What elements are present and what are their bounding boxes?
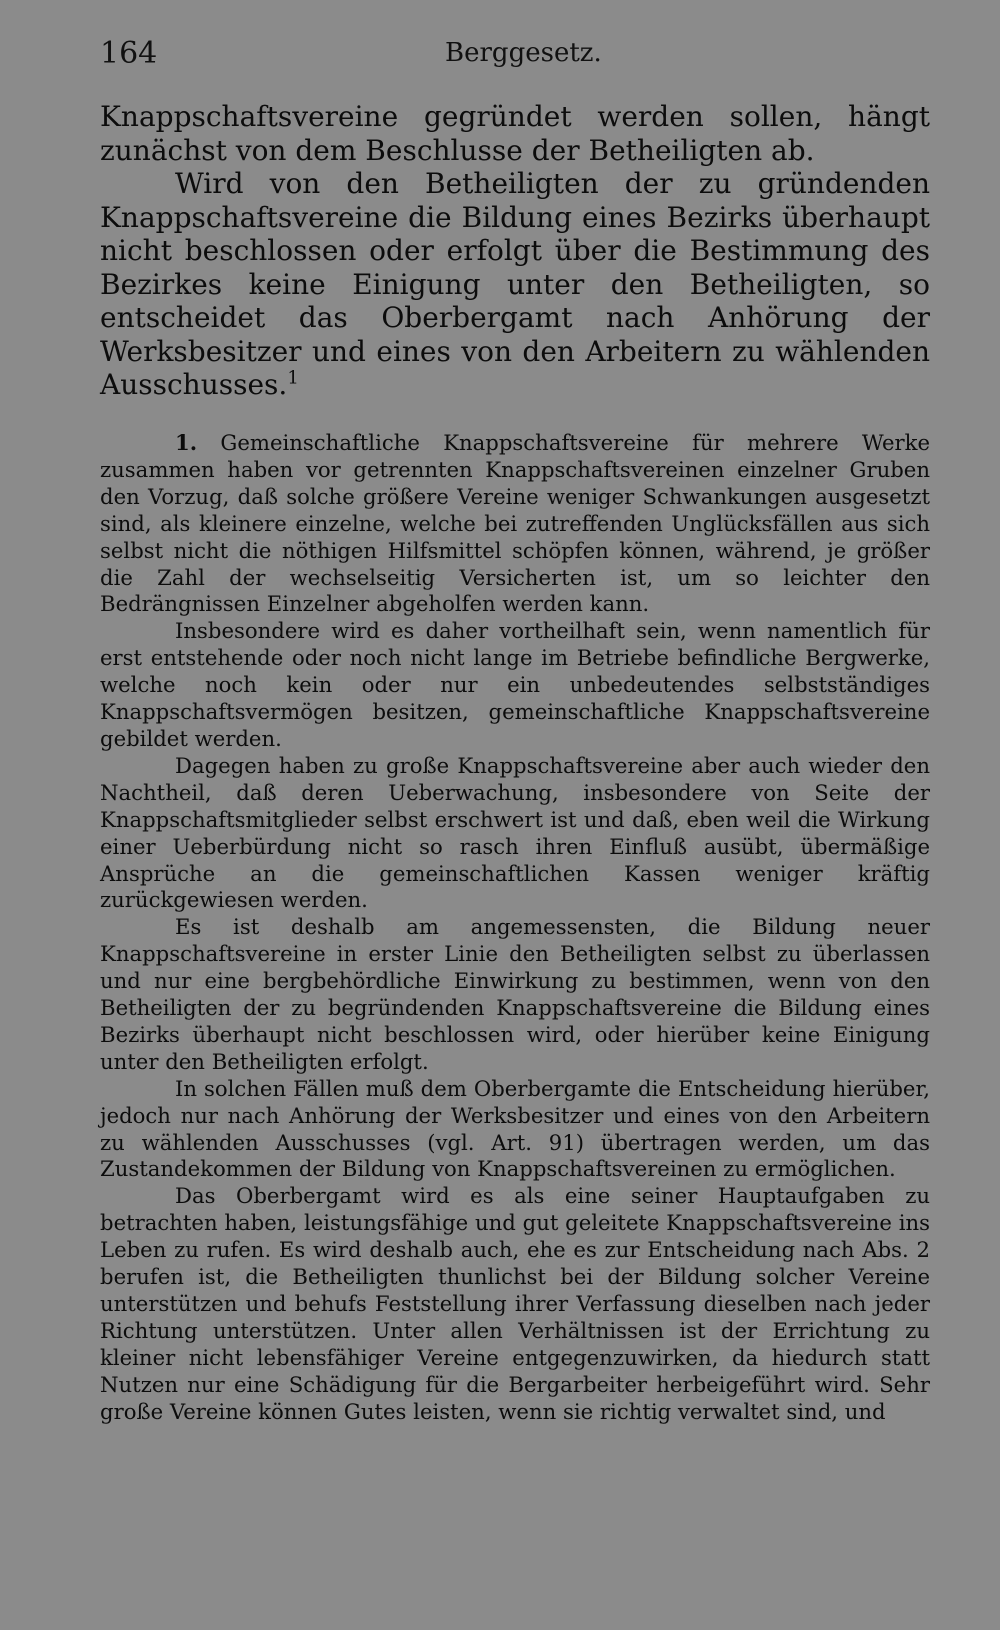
page-number: 164 [100,36,158,71]
commentary-notes [100,430,930,1426]
note-paragraph: Es ist deshalb am angemessensten, die Bildung neuer Knappschaftsvereine in erster Linie den Betheiligten selbst zu überlassen und nur eine bergbehördliche Einwirkung zu bestimmen, wenn von den Betheiligten der zu begründenden Knappschaftsvereine die Bildung eines Bezirks überhaupt nicht beschlossen wird, oder hierüber keine Einigung unter den Betheiligten erfolgt. [100,914,930,1074]
main-text [100,100,930,402]
running-title: Berggesetz. [445,38,602,68]
note-text: Gemeinschaftliche Knappschaftsvereine für mehrere Werke zusammen haben vor getrennten Knappschaftsvereinen einzelner Gruben den Vorzug, daß solche größere Vereine weniger Schwankungen ausgesetzt sind, als kleinere einzelne, welche bei zutreffenden Unglücksfällen aus sich selbst nicht die nöthigen Hilfsmittel schöpfen können, während, je größer die Zahl der wechselseitig Versicherten ist, um so leichter den Bedrängnissen Einzelner abgeholfen werden kann. [100,430,930,617]
main-paragraph [100,167,930,402]
note-paragraph [100,430,930,618]
note-paragraph: Das Oberbergamt wird es als eine seiner Hauptaufgaben zu betrachten haben, leistungsfähige und gut geleitete Knappschaftsvereine ins Leben zu rufen. Es wird deshalb auch, ehe es zur Entscheidung nach Abs. 2 berufen ist, die Betheiligten thunlichst bei der Bildung solcher Vereine unterstützen und behufs Feststellung ihrer Verfassung dieselben nach jeder Richtung unterstützen. Unter allen Verhältnissen ist der Errichtung zu kleiner nicht lebensfähiger Vereine entgegenzuwirken, da hiedurch statt Nutzen nur eine Schädigung für die Bergarbeiter herbeigeführt wird. Sehr große Vereine können Gutes leisten, wenn sie richtig verwaltet sind, und [100,1183,930,1424]
main-paragraph: Knappschaftsvereine gegründet werden sollen, hängt zunächst von dem Beschlusse der Betheiligten ab. [100,100,930,167]
note-paragraph: In solchen Fällen muß dem Oberbergamte die Entscheidung hierüber, jedoch nur nach Anhörung der Werksbesitzer und eines von den Arbeitern zu wählenden Ausschusses (vgl. Art. 91) übertragen werden, um das Zustandekommen der Bildung von Knappschaftsvereinen zu ermöglichen. [100,1075,930,1182]
footnote-reference: 1 [287,367,299,389]
note-paragraph: Insbesondere wird es daher vortheilhaft sein, wenn namentlich für erst entstehende oder noch nicht lange im Betriebe befindliche Bergwerke, welche noch kein oder nur ein unbedeutendes selbstständiges Knappschaftsvermögen besitzen, gemeinschaftliche Knappschaftsvereine gebildet werden. [100,618,930,751]
note-paragraph: Dagegen haben zu große Knappschaftsvereine aber auch wieder den Nachtheil, daß deren Ueberwachung, insbesondere von Seite der Knappschaftsmitglieder selbst erschwert ist und daß, eben weil die Wirkung einer Ueberbürdung nicht so rasch ihren Einfluß ausübt, übermäßige Ansprüche an die gemeinschaftlichen Kassen weniger kräftig zurückgewiesen werden. [100,752,930,913]
page-header [100,36,880,76]
main-paragraph-text: Wird von den Betheiligten der zu gründenden Knappschaftsvereine die Bildung eines Bezirks überhaupt nicht beschlossen oder erfolgt über die Bestimmung des Bezirkes keine Einigung unter den Betheiligten, so entscheidet das Oberbergamt nach Anhörung der Werksbesitzer und eines von den Arbeitern zu wählenden Ausschusses. [100,167,930,401]
note-number: 1. [175,430,198,455]
